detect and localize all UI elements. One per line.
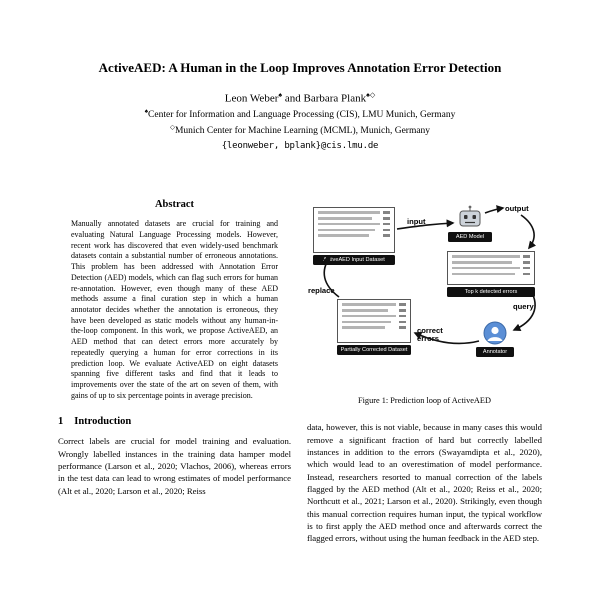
abstract-heading: Abstract bbox=[154, 199, 195, 211]
figure-1-diagram bbox=[307, 199, 542, 387]
author-name: Barbara Plank bbox=[303, 92, 367, 105]
query-arrow-label: query bbox=[513, 302, 534, 312]
authors-separator: and bbox=[282, 92, 304, 105]
affiliation-line bbox=[0, 108, 600, 120]
dataset-row bbox=[318, 211, 390, 214]
correct-errors-arrow-label: correct errors bbox=[417, 326, 443, 344]
section-title: Introduction bbox=[74, 416, 132, 428]
dataset-row bbox=[452, 267, 530, 270]
author-marker: ♠◇ bbox=[366, 91, 376, 100]
dataset-row bbox=[342, 303, 406, 306]
author-name: Leon Weber bbox=[224, 92, 279, 105]
left-column bbox=[58, 197, 291, 544]
affiliation-text: Munich Center for Machine Learning (MCML), Munich, Germany bbox=[174, 126, 431, 137]
affiliation-marker: ◇ bbox=[169, 124, 175, 132]
replace-arrow-label: replace bbox=[308, 286, 335, 296]
top-k-errors-label: Top k detected errors bbox=[447, 287, 535, 297]
dataset-row bbox=[452, 261, 530, 264]
dataset-row bbox=[342, 326, 406, 329]
dataset-row bbox=[342, 315, 406, 318]
authors-line bbox=[0, 91, 600, 105]
introduction-paragraph: Correct labels are crucial for model training and evaluation. Wrongly labelled instances in the training data hamper model performance (Larson et al., 2020; Vlachos, 2006), whereas errors in the test data can lead to wrong estimates of model performance (Alt et al., 2020; Larson et al., 2020; Reiss bbox=[58, 436, 291, 496]
dataset-row bbox=[318, 234, 390, 237]
partially-corrected-label: Partially Corrected Dataset bbox=[337, 345, 411, 355]
aed-model-label: AED Model bbox=[448, 232, 492, 242]
author-marker: ♠ bbox=[278, 91, 283, 100]
dataset-row bbox=[318, 223, 390, 226]
detected-errors-box bbox=[447, 251, 535, 285]
affiliation-marker: ♠ bbox=[144, 107, 149, 115]
affiliation-text: Center for Information and Language Processing (CIS), LMU Munich, Germany bbox=[148, 110, 456, 121]
annotator-label: Annotator bbox=[476, 347, 514, 357]
figure-1-caption: Figure 1: Prediction loop of ActiveAED bbox=[358, 396, 491, 406]
section-number: 1 bbox=[58, 416, 64, 428]
input-dataset-box bbox=[313, 207, 395, 253]
section-heading-introduction bbox=[58, 416, 291, 427]
contact-email: {leonweber, bplank}@cis.lmu.de bbox=[221, 141, 379, 152]
right-column bbox=[307, 197, 542, 544]
dataset-row bbox=[342, 321, 406, 324]
dataset-row bbox=[342, 309, 406, 312]
dataset-row bbox=[318, 229, 390, 232]
right-column-paragraph: data, however, this is not viable, because in many cases this would remove a significant fraction of hard but correctly labelled instances in addition to the errors (Swayamdipta et al., 2020), which would lead to an overestimation of model performance. Instead, researchers resorted to manual correction of the labels flagged by the AED method (Alt et al., 2020; Reiss et al., 2020; Northcutt et al., 2021; Larson et al., 2020). Strikingly, even though this manual correction requires human input, the typical workflow is to first apply the AED method once and afterwards correct the flagged errors, without using the human feedback in the AED step. bbox=[307, 422, 542, 544]
robot-icon bbox=[457, 205, 483, 231]
input-dataset-label: ActiveAED Input Dataset bbox=[313, 255, 395, 265]
paper-title: ActiveAED: A Human in the Loop Improves Annotation Error Detection bbox=[98, 60, 502, 75]
abstract-text: Manually annotated datasets are crucial for training and evaluating Natural Language Processing models. However, recent work has discovered that even widely-used benchmark datasets contain a substantial number of erroneous annotations. This problem has been addressed with Annotation Error Detection (AED) models, which can flag such errors for human re-annotation. However, even though many of these AED methods assume a final curation step in which a human annotator decides whether the annotation is erroneous, they have been developed as static models without any human-in-the-loop component. In this work, we propose ActiveAED, an AED method that can detect errors more accurately by repeatedly querying a human for error corrections in its prediction loop. We evaluate ActiveAED on eight datasets spanning five different tasks and find that it leads to improvements over the state of the art on seven of them, with gains of up to six percentage points in average precision. bbox=[71, 219, 278, 400]
dataset-row bbox=[318, 217, 390, 220]
partially-corrected-box bbox=[337, 299, 411, 343]
annotator-icon bbox=[483, 321, 507, 345]
two-column-body bbox=[58, 197, 542, 544]
output-arrow-label: output bbox=[505, 204, 529, 214]
paper-header bbox=[0, 0, 600, 151]
affiliation-line bbox=[0, 123, 600, 136]
dataset-row bbox=[452, 255, 530, 258]
input-arrow-label: input bbox=[407, 217, 426, 227]
dataset-row bbox=[452, 273, 530, 276]
